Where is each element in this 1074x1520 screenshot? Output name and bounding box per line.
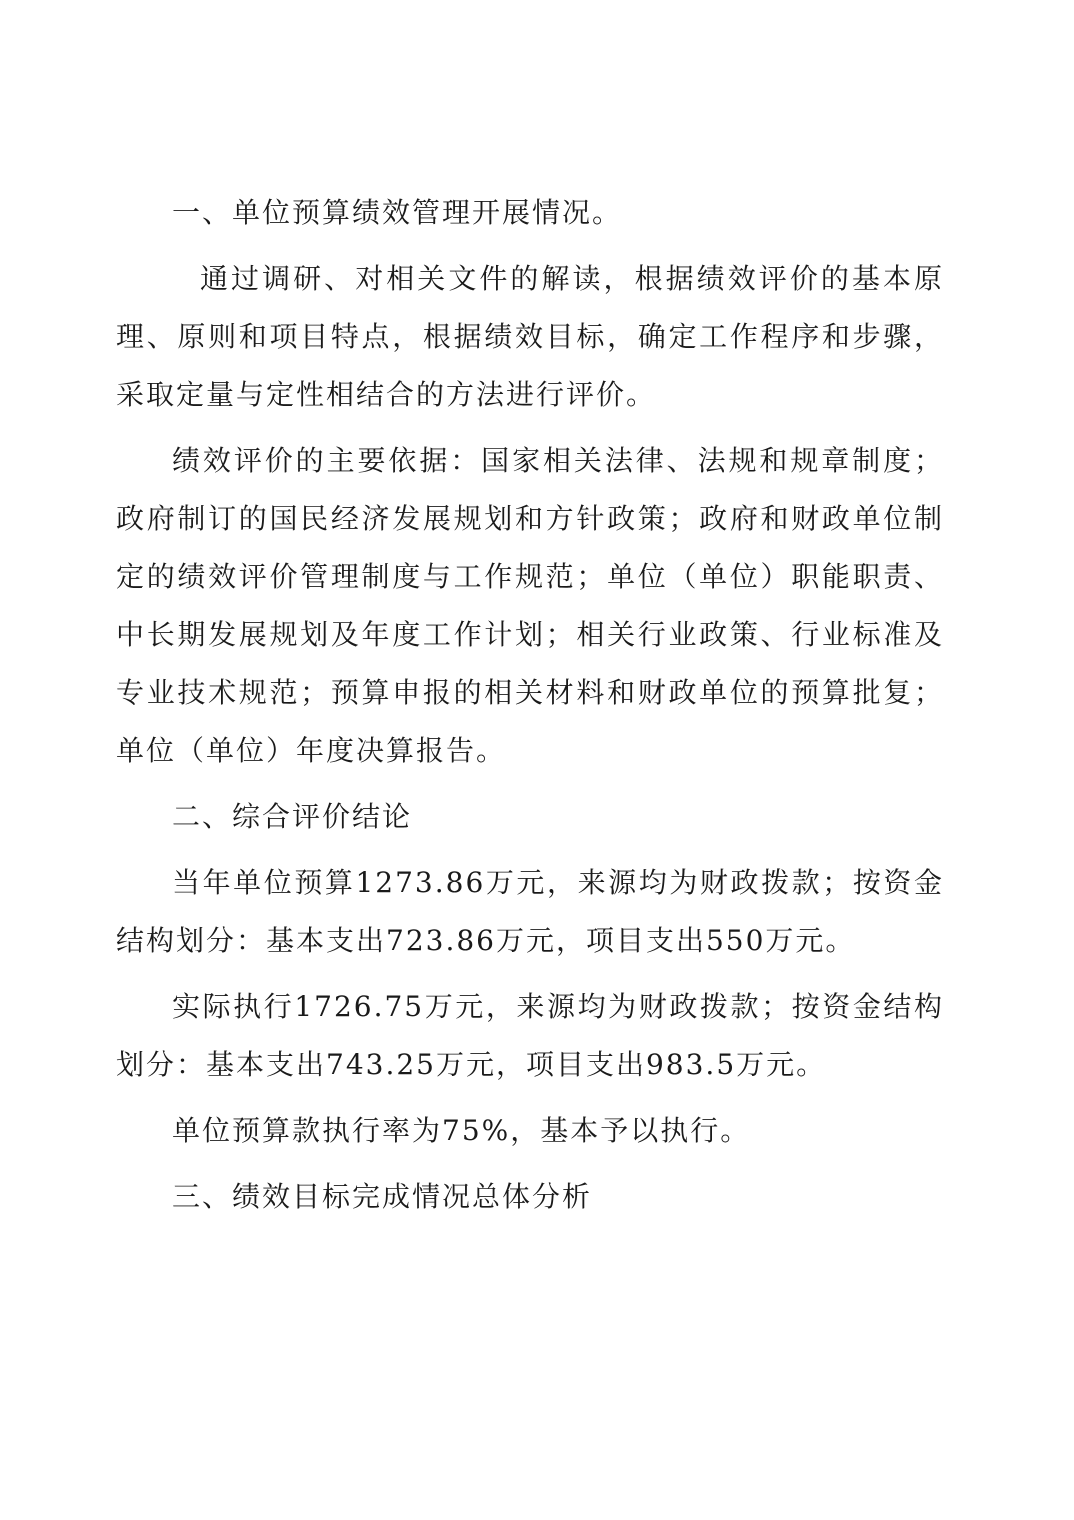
section-1-paragraph-basis: 绩效评价的主要依据：国家相关法律、法规和规章制度；政府制订的国民经济发展规划和方针政策；政府和财政单位制定的绩效评价管理制度与工作规范；单位（单位）职能职责、中长期发展规划及年度工作计划；相关行业政策、行业标准及专业技术规范；预算申报的相关材料和财政单位的预算批复；单位（单位）年度决算报告。 [116,444,944,767]
section-2-paragraph-budget: 当年单位预算1273.86万元，来源均为财政拨款；按资金结构划分：基本支出723.86万元，项目支出550万元。 [116,866,944,957]
document-body [116,184,944,1234]
section-1-heading: 一、单位预算绩效管理开展情况。 [172,196,623,229]
section-1-paragraph-method: 通过调研、对相关文件的解读，根据绩效评价的基本原理、原则和项目特点，根据绩效目标，确定工作程序和步骤，采取定量与定性相结合的方法进行评价。 [116,262,944,411]
section-2-paragraph-rate: 单位预算款执行率为75%，基本予以执行。 [172,1114,751,1147]
section-3-heading: 三、绩效目标完成情况总体分析 [172,1180,593,1213]
section-2-paragraph-execution: 实际执行1726.75万元，来源均为财政拨款；按资金结构划分：基本支出743.25万元，项目支出983.5万元。 [116,990,944,1081]
section-2-heading: 二、综合评价结论 [172,800,413,833]
